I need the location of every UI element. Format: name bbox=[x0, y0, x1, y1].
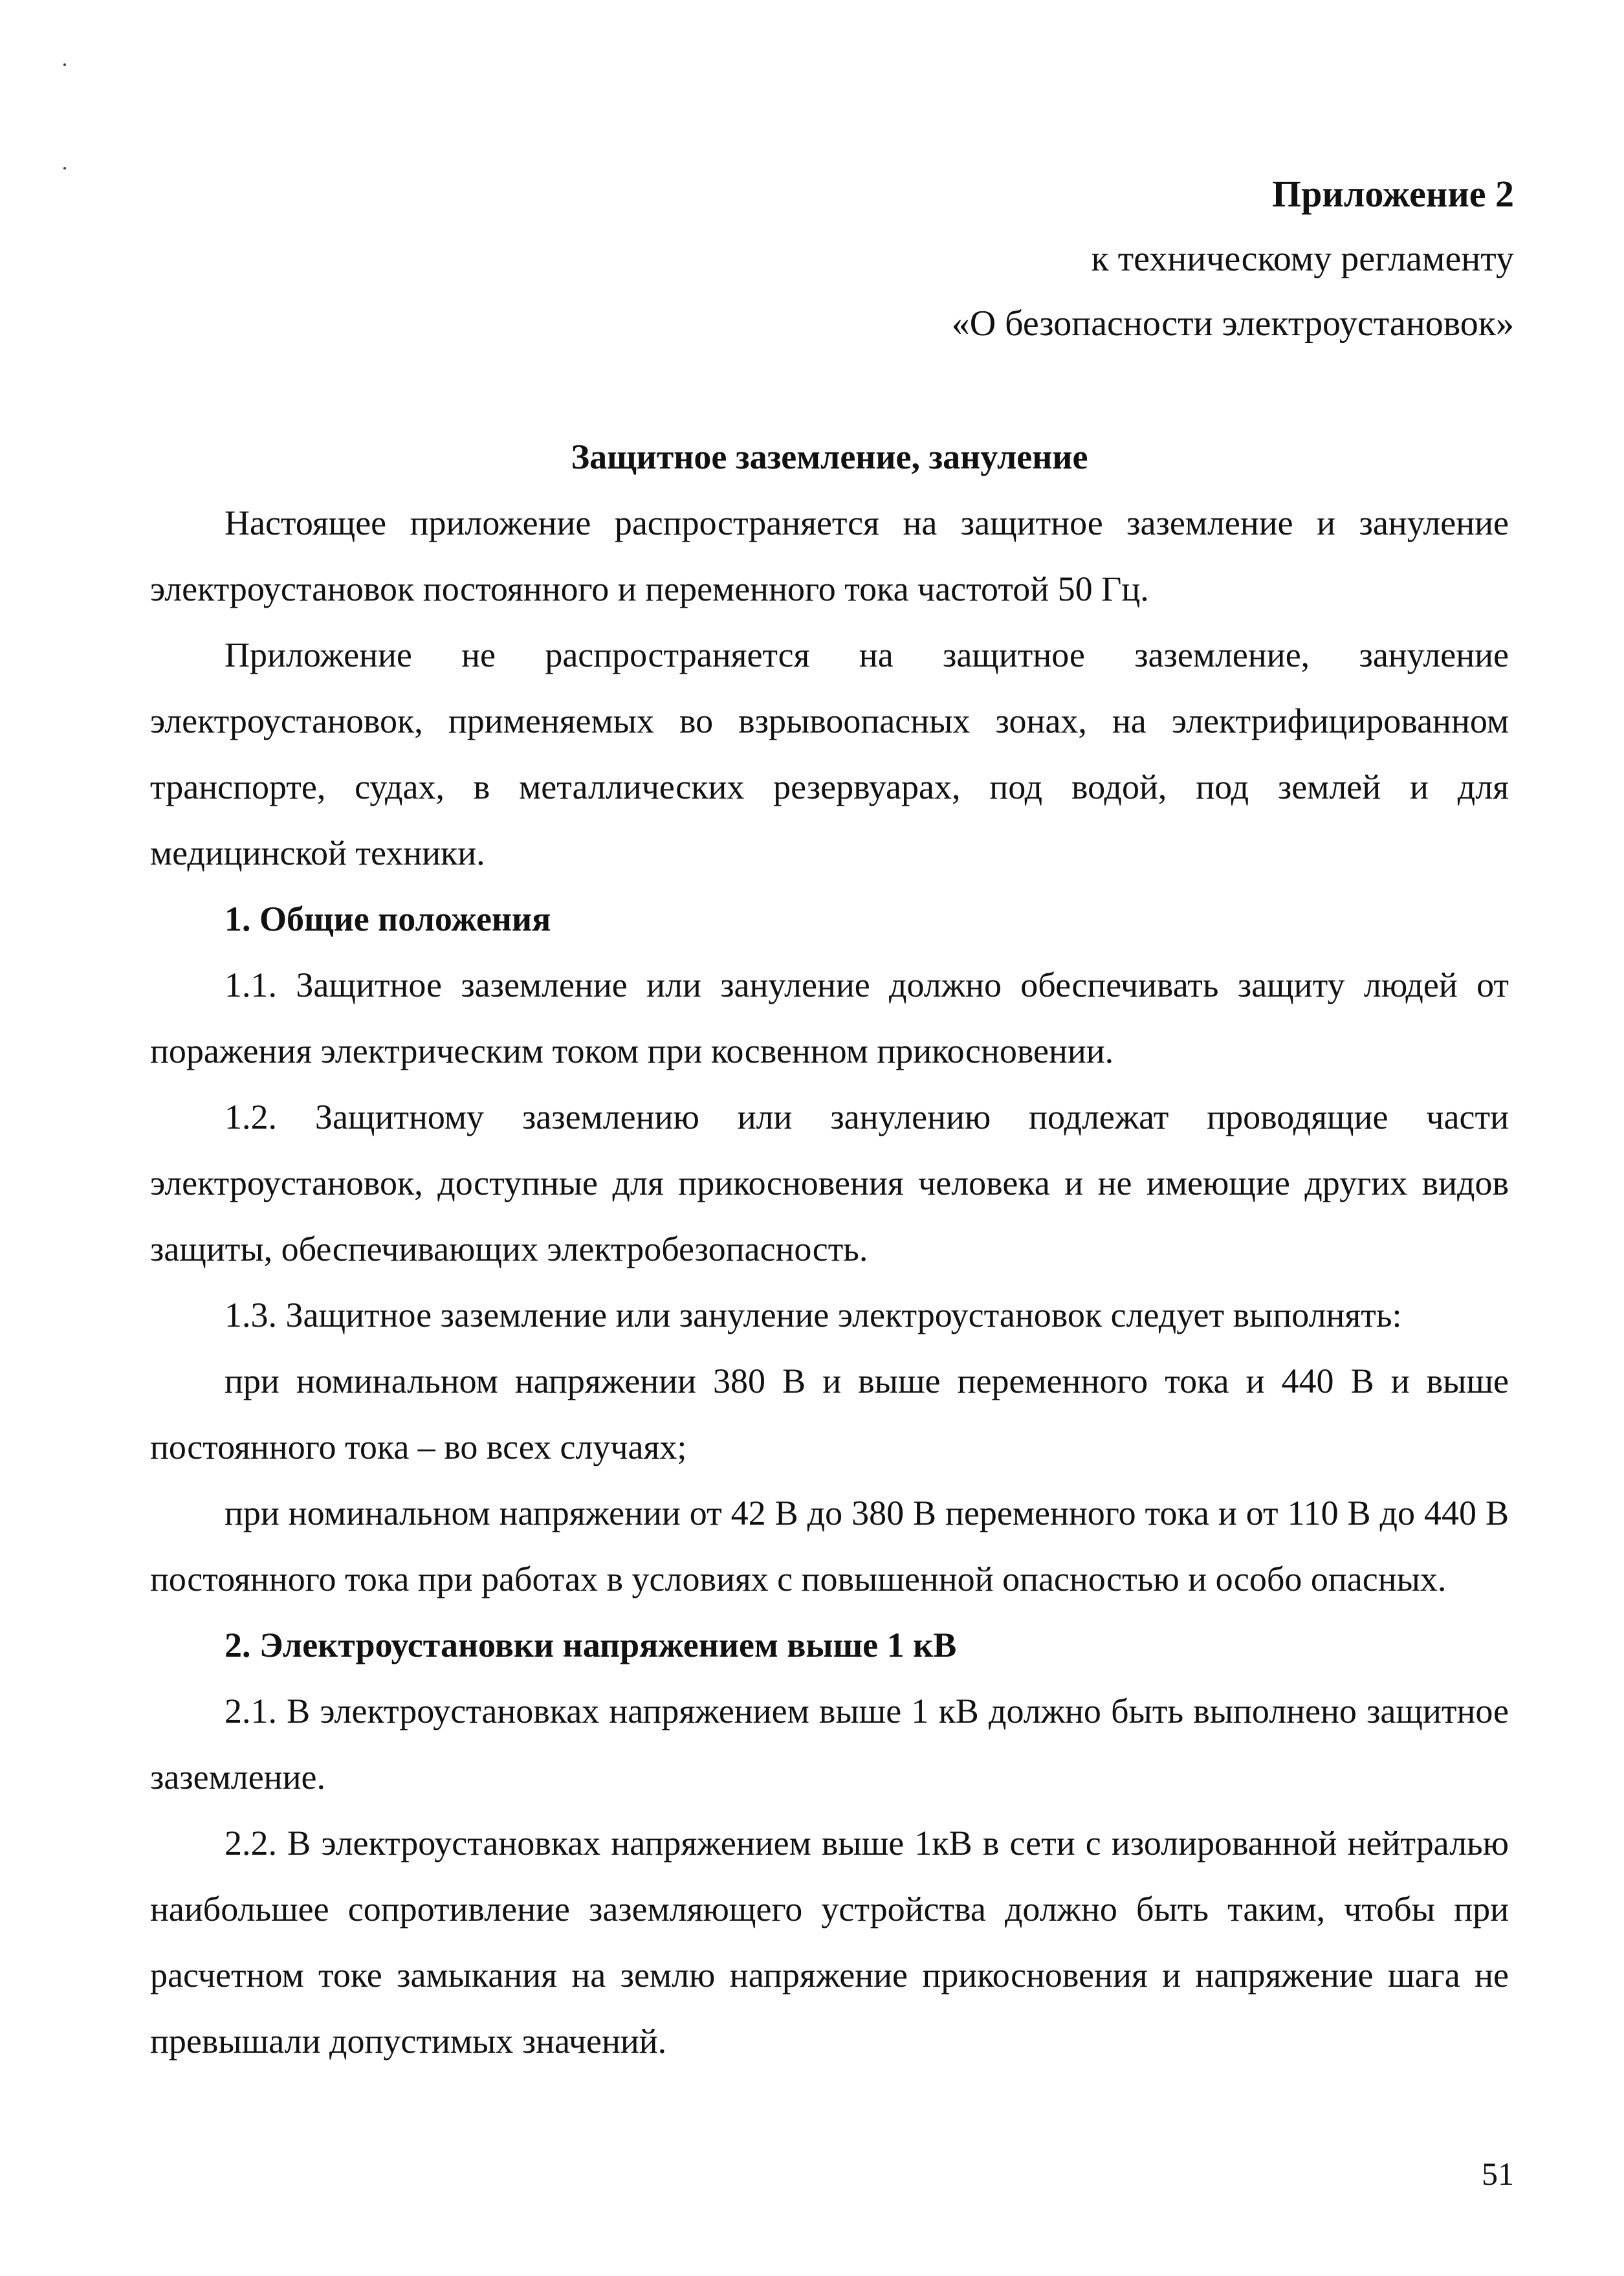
section-1-heading: 1. Общие положения bbox=[225, 900, 551, 938]
appendix-title: Приложение 2 bbox=[1272, 173, 1514, 215]
scan-artifact bbox=[63, 63, 66, 66]
intro-paragraph-1: Настоящее приложение распространяется на защитное заземление и зануление электроустановок постоянного и переменного тока частотой 50 Гц. bbox=[150, 503, 1509, 608]
intro-paragraph-2: Приложение не распространяется на защитное заземление, зануление электроустановок, применяемых во взрывоопасных зонах, на электрифицированном транспорте, судах, в металлических резервуарах, под водой, под землей и для медицинской техники. bbox=[150, 635, 1509, 872]
section-2-heading: 2. Электроустановки напряжением выше 1 кВ bbox=[225, 1626, 957, 1664]
clause-1-1: 1.1. Защитное заземление или зануление должно обеспечивать защиту людей от поражения электрическим током при косвенном прикосновении. bbox=[150, 966, 1509, 1070]
clause-1-2: 1.2. Защитному заземлению или занулению подлежат проводящие части электроустановок, доступные для прикосновения человека и не имеющие других видов защиты, обеспечивающих электробезопасность. bbox=[150, 1098, 1509, 1268]
clause-1-3-item-b: при номинальном напряжении от 42 В до 380 В переменного тока и от 110 В до 440 В постоянного тока при работах в условиях с повышенной опасностью и особо опасных. bbox=[150, 1494, 1509, 1598]
section-title: Защитное заземление, зануление bbox=[571, 437, 1088, 476]
document-body bbox=[150, 424, 1509, 2074]
page-number: 51 bbox=[1482, 2156, 1514, 2192]
clause-1-3-item-a: при номинальном напряжении 380 В и выше переменного тока и 440 В и выше постоянного тока – во всех случаях; bbox=[150, 1362, 1509, 1466]
clause-1-3: 1.3. Защитное заземление или зануление электроустановок следует выполнять: bbox=[225, 1296, 1402, 1334]
scan-artifact bbox=[63, 167, 66, 170]
appendix-subtitle-line2: «О безопасности электроустановок» bbox=[951, 304, 1514, 344]
clause-2-1: 2.1. В электроустановках напряжением выше 1 кВ должно быть выполнено защитное заземление. bbox=[150, 1692, 1509, 1796]
appendix-subtitle-line1: к техническому регламенту bbox=[1091, 239, 1514, 279]
clause-2-2: 2.2. В электроустановках напряжением выше 1кВ в сети с изолированной нейтралью наибольшее сопротивление заземляющего устройства должно быть таким, чтобы при расчетном токе замыкания на землю напряжение прикосновения и напряжение шага не превышали допустимых значений. bbox=[150, 1824, 1509, 2061]
appendix-header bbox=[952, 162, 1514, 356]
